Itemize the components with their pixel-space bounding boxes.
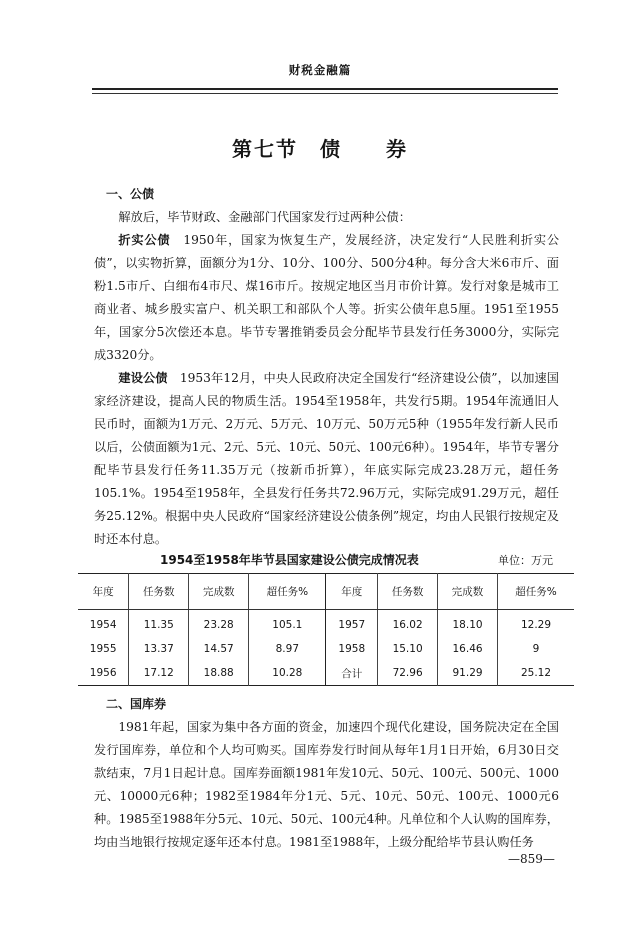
table-cell: 16.46 <box>438 637 498 661</box>
table-header-row <box>78 574 574 610</box>
bond2-text: 1953年12月，中央人民政府决定全国发行“经济建设公债”，以加速国家经济建设，提高人民的物质生活。1954至1958年，共发行5期。1954年流通旧人民币时，面额为1万元、2万元、5万元、10万元、50万元5种（1955年发行新人民币以后，公债面额为1元、2元、5元、10元、50元、100元6种）。1954年，毕节专署分配毕节县发行任务11.35万元（按新币折算），年底实际完成23.28万元，超任务105.1%。1954至1958年，全县发行任务共72.96万元，实际完成91.29万元，超任务25.12%。根据中央人民政府“国家经济建设公债条例”规定，均由人民银行按规定及时还本付息。 <box>94 371 559 546</box>
table-cell: 23.28 <box>189 610 249 638</box>
table-row <box>78 637 574 661</box>
table-cell: 11.35 <box>129 610 189 638</box>
table-cell: 16.02 <box>378 610 438 638</box>
bond2-paragraph <box>94 367 559 551</box>
table-cell: 72.96 <box>378 661 438 686</box>
part2-block <box>94 693 559 854</box>
table-row <box>78 610 574 638</box>
table-header-cell: 超任务% <box>249 574 326 610</box>
header-rule-thick <box>92 88 558 90</box>
running-header: 财税金融篇 <box>288 63 352 77</box>
table-header-cell: 完成数 <box>438 574 498 610</box>
table-cell: 1958 <box>326 637 378 661</box>
bond1-text: 1950年，国家为恢复生产，发展经济，决定发行“人民胜利折实公债”，以实物折算，面额分为1分、10分、100分、500分4种。每分含大米6市斤、面粉1.5市斤、白细布4市尺、煤16市斤。按规定地区当月市价计算。发行对象是城市工商业者、城乡殷实富户、机关职工和部队个人等。折实公债年息5厘。1951至1955年，国家分5次偿还本息。毕节专署推销委员会分配毕节县发行任务3000分，实际完成3320分。 <box>94 233 560 362</box>
table-cell: 18.88 <box>189 661 249 686</box>
table-row <box>78 661 574 686</box>
table-cell: 合计 <box>326 661 378 686</box>
table-cell: 13.37 <box>129 637 189 661</box>
table-cell: 1955 <box>89 643 117 655</box>
table-cell: 17.12 <box>129 661 189 686</box>
table-cell: 1954 <box>89 619 117 631</box>
table-cell: 14.57 <box>189 637 249 661</box>
part2-paragraph: 1981年起，国家为集中各方面的资金，加速四个现代化建设，国务院决定在全国发行国库券，单位和个人均可购买。国库券发行时间从每年1月1日开始，6月30日交款结束，7月1日起计息。国库券面额1981年发10元、50元、100元、500元、1000元、10000元6种；1982至1984年分1元、5元、10元、50元、100元、1000元6种。1985至1988年分5元、10元、50元、100元4种。凡单位和个人认购的国库券，均由当地银行按规定逐年还本付息。1981至1988年，上级分配给毕节县认购任务 <box>94 720 559 849</box>
table-unit: 单位：万元 <box>498 554 553 567</box>
bond-completion-table <box>78 573 574 686</box>
part2-heading: 二、国库券 <box>106 697 167 711</box>
table-cell: 1956 <box>89 667 117 679</box>
bond1-paragraph <box>94 229 559 367</box>
table-cell: 9 <box>498 637 575 661</box>
bond1-term: 折实公债 <box>118 233 171 247</box>
table-header-cell: 完成数 <box>189 574 249 610</box>
table-cell: 15.10 <box>378 637 438 661</box>
table-header-cell: 年度 <box>78 574 129 610</box>
table-header-cell: 任务数 <box>129 574 189 610</box>
table-cell: 18.10 <box>438 610 498 638</box>
table-header-cell: 年度 <box>326 574 378 610</box>
table-cell: 105.1 <box>249 610 326 638</box>
header-rule-thin <box>92 93 558 94</box>
table-cell: 12.29 <box>498 610 575 638</box>
table-cell: 91.29 <box>438 661 498 686</box>
bond2-term: 建设公债 <box>118 371 168 385</box>
table-cell: 1957 <box>326 610 378 638</box>
table-cell: 25.12 <box>498 661 575 686</box>
part1-intro: 解放后，毕节财政、金融部门代国家发行过两种公债： <box>118 210 411 224</box>
part1-block <box>94 183 559 551</box>
table-header-cell: 任务数 <box>378 574 438 610</box>
table-title: 1954至1958年毕节县国家建设公债完成情况表 <box>160 553 419 567</box>
section-title: 第七节 债 券 <box>232 137 408 161</box>
table-cell: 10.28 <box>249 661 326 686</box>
page-number: —859— <box>508 852 555 866</box>
part1-heading: 一、公债 <box>106 187 155 201</box>
table-cell: 8.97 <box>249 637 326 661</box>
table-header-cell: 超任务% <box>498 574 575 610</box>
